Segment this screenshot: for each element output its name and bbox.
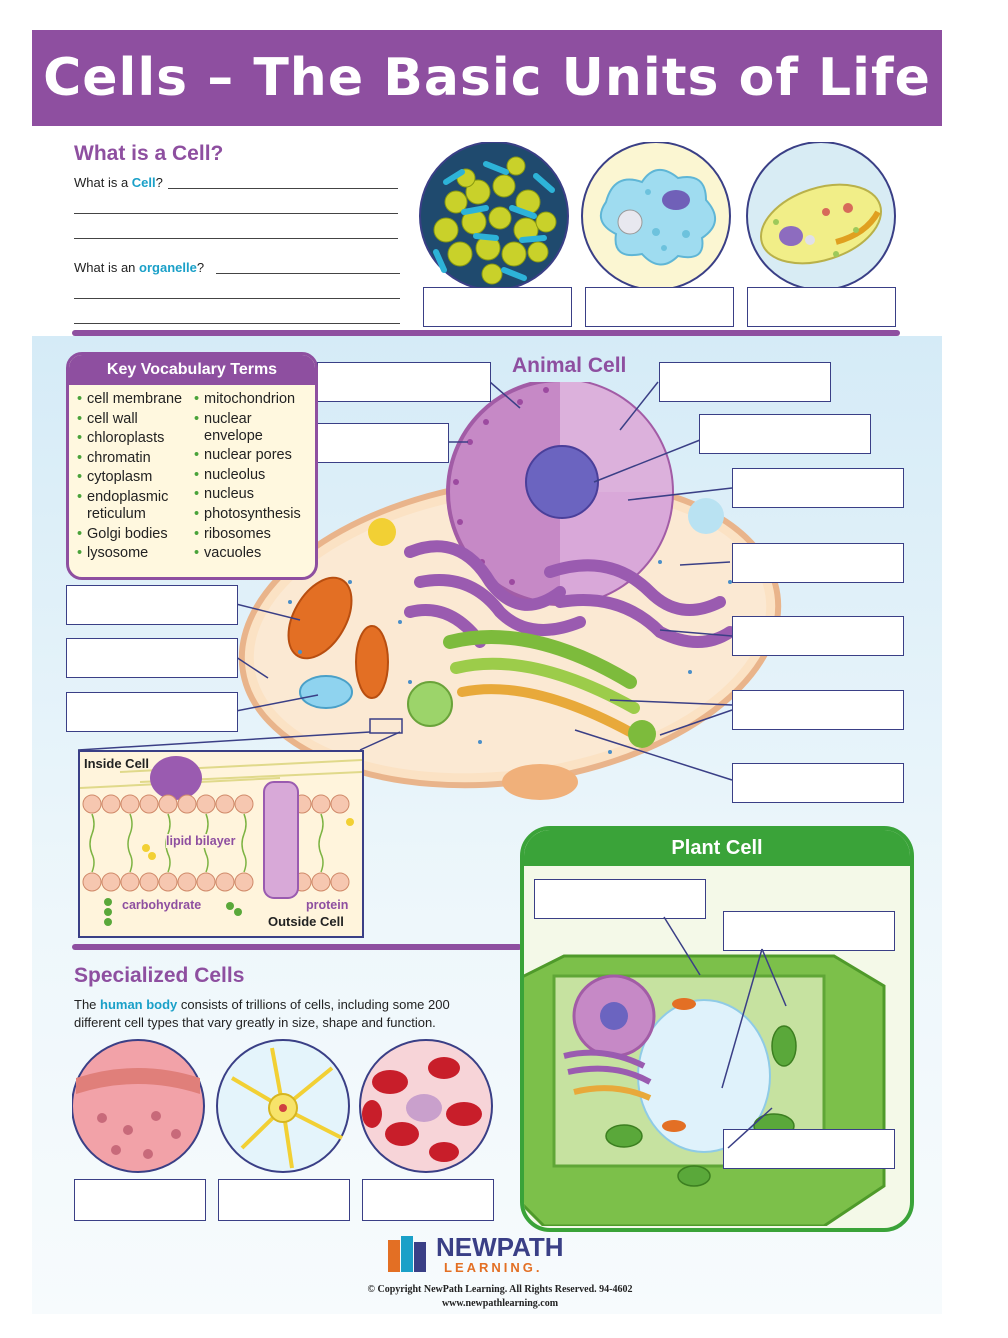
nerve-cell-image xyxy=(217,1040,349,1172)
label-box-nucleus[interactable] xyxy=(732,468,904,508)
vocab-term: • nuclear pores xyxy=(194,447,311,464)
question-cell-prefix: What is a xyxy=(74,175,132,190)
specialized-cell-images xyxy=(72,1038,494,1174)
outside-cell-label: Outside Cell xyxy=(268,914,344,929)
label-box-nucleolus[interactable] xyxy=(699,414,871,454)
vocab-term: • lysosome xyxy=(77,545,194,562)
question-organelle-suffix: ? xyxy=(196,260,205,275)
label-box-cytoplasm[interactable] xyxy=(66,638,238,678)
vocab-term: • cytoplasm xyxy=(77,469,194,486)
label-box-chloroplast[interactable] xyxy=(723,911,895,951)
vocab-term: • photosynthesis xyxy=(194,506,311,523)
question-cell-term: Cell xyxy=(131,175,156,190)
copyright-text: © Copyright NewPath Learning. All Rights Reserved. 94-4602 xyxy=(367,1284,633,1295)
vocab-term: • nucleolus xyxy=(194,467,311,484)
label-box-ribosomes[interactable] xyxy=(732,616,904,656)
plant-cell-heading: Plant Cell xyxy=(524,830,910,866)
label-box-nuclear-pore[interactable] xyxy=(317,423,449,463)
carbohydrate-label: carbohydrate xyxy=(122,898,202,912)
vocab-term: • mitochondrion xyxy=(194,391,311,408)
vocabulary-heading: Key Vocabulary Terms xyxy=(69,355,315,385)
label-box-skin-cell[interactable] xyxy=(74,1179,206,1221)
specialized-text-term: human body xyxy=(100,997,178,1012)
vocabulary-column-1 xyxy=(77,391,194,565)
label-box-nuclear-envelope[interactable] xyxy=(659,362,831,402)
protein-label: protein xyxy=(306,898,349,912)
vocab-term: • vacuoles xyxy=(194,545,311,562)
page-title: Cells – The Basic Units of Life xyxy=(43,48,931,108)
vocab-term: • ribosomes xyxy=(194,526,311,543)
vocab-term: • endoplasmic reticulum xyxy=(77,489,194,523)
books-icon xyxy=(386,1232,432,1276)
specialized-cells-text xyxy=(74,996,484,1032)
lipid-bilayer-label: lipid bilayer xyxy=(166,834,236,848)
vocab-term: • chromatin xyxy=(77,450,194,467)
label-box-cell-wall[interactable] xyxy=(723,1129,895,1169)
skin-cell-image xyxy=(72,1040,204,1172)
question-organelle-term: organelle xyxy=(139,260,197,275)
label-box-vacuole[interactable] xyxy=(66,692,238,732)
vocabulary-column-2 xyxy=(194,391,311,565)
specialized-cells-heading: Specialized Cells xyxy=(74,964,245,987)
label-box-lysosome[interactable] xyxy=(732,763,904,803)
vocab-term: • cell membrane xyxy=(77,391,194,408)
label-box-blood-cell[interactable] xyxy=(362,1179,494,1221)
question-cell-suffix: ? xyxy=(155,175,163,190)
label-box-nerve-cell[interactable] xyxy=(218,1179,350,1221)
membrane-inset xyxy=(78,750,364,938)
label-box-golgi[interactable] xyxy=(732,690,904,730)
newpath-logo xyxy=(386,1232,626,1276)
label-box-mitochondrion[interactable] xyxy=(66,585,238,625)
specialized-text-suffix: consists of trillions of cells, including some 200 different cell types that vary greatly in size, shape and function. xyxy=(74,997,450,1030)
brand-top: NEWPATH xyxy=(436,1232,564,1262)
label-box-plant-vacuole[interactable] xyxy=(534,879,706,919)
vocab-term: • cell wall xyxy=(77,411,194,428)
vocab-term: • nucleus xyxy=(194,486,311,503)
section-divider xyxy=(72,944,522,950)
inside-cell-label: Inside Cell xyxy=(84,756,150,771)
vocab-term: • nuclear envelope xyxy=(194,411,311,445)
vocab-term: • Golgi bodies xyxy=(77,526,194,543)
vocab-term: • chloroplasts xyxy=(77,430,194,447)
label-box-cell-membrane[interactable] xyxy=(317,362,491,402)
what-is-cell-heading: What is a Cell? xyxy=(74,142,224,165)
label-box-rough-er[interactable] xyxy=(732,543,904,583)
footer-url[interactable]: www.newpathlearning.com xyxy=(441,1298,559,1309)
specialized-text-prefix: The xyxy=(74,997,101,1012)
animal-cell-heading: Animal Cell xyxy=(512,354,627,377)
red-blood-cell-image xyxy=(360,1040,492,1172)
brand-bottom: LEARNING. xyxy=(444,1260,543,1275)
vocabulary-box xyxy=(66,352,318,580)
question-organelle-prefix: What is an xyxy=(74,260,140,275)
